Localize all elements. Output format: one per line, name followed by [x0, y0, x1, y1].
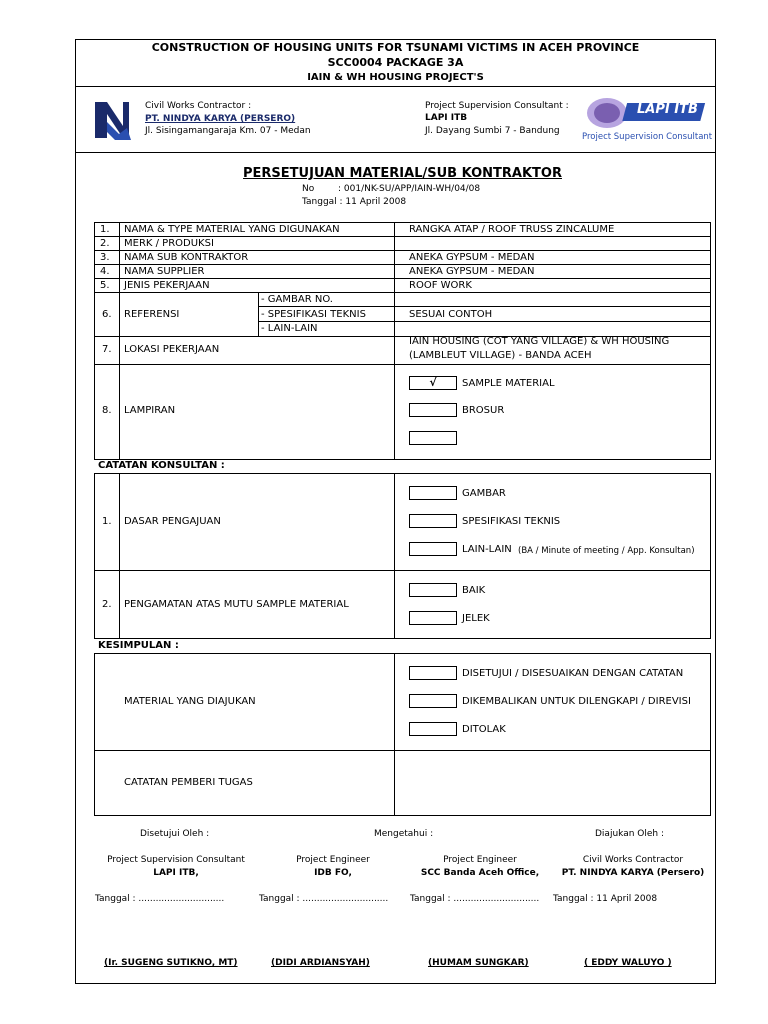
brosur-label: BROSUR	[462, 405, 505, 416]
baik-checkbox[interactable]	[409, 583, 457, 597]
header-title-line2: SCC0004 PACKAGE 3A	[327, 56, 464, 69]
ditolak-label: DITOLAK	[462, 724, 506, 735]
nindya-karya-logo	[93, 98, 133, 142]
consultant-role: Project Supervision Consultant :	[425, 101, 569, 111]
mengetahui: Mengetahui :	[374, 829, 434, 839]
spesifikasi-checkbox[interactable]	[409, 514, 457, 528]
referensi-num: 6.	[102, 309, 112, 320]
disetujui-oleh: Disetujui Oleh :	[140, 829, 210, 839]
pengamatan-num: 2.	[102, 599, 112, 610]
jelek-label: JELEK	[462, 613, 490, 624]
material-diajukan-label: MATERIAL YANG DIAJUKAN	[124, 696, 256, 707]
dikembalikan-label: DIKEMBALIKAN UNTUK DILENGKAPI / DIREVISI	[462, 696, 691, 707]
lampiran-other-checkbox[interactable]	[409, 431, 457, 445]
catatan-heading: CATATAN KONSULTAN :	[98, 460, 225, 471]
sample-material-label: SAMPLE MATERIAL	[462, 378, 555, 389]
doc-date: Tanggal : 11 April 2008	[302, 197, 407, 207]
disetujui-checkbox[interactable]	[409, 666, 457, 680]
brosur-checkbox[interactable]	[409, 403, 457, 417]
consultant-name: LAPI ITB	[425, 113, 468, 123]
lapi-itb-logo: LAPI ITB	[585, 96, 711, 130]
lampiran-label: LAMPIRAN	[124, 405, 176, 416]
lapi-logo-caption: Project Supervision Consultant	[582, 132, 713, 142]
pengamatan-label: PENGAMATAN ATAS MUTU SAMPLE MATERIAL	[124, 599, 349, 610]
header-title-line3: IAIN & WH HOUSING PROJECT'S	[307, 72, 484, 83]
logo-divider	[75, 152, 716, 153]
dasar-label: DASAR PENGAJUAN	[124, 516, 221, 527]
dasar-num: 1.	[102, 516, 112, 527]
document-title: PERSETUJUAN MATERIAL/SUB KONTRAKTOR	[243, 166, 562, 181]
disetujui-label: DISETUJUI / DISESUAIKAN DENGAN CATATAN	[462, 668, 684, 679]
referensi-lain: - LAIN-LAIN	[261, 323, 318, 334]
lain-lain-label: LAIN-LAIN	[462, 544, 512, 555]
catatan-pemberi-tugas-label: CATATAN PEMBERI TUGAS	[124, 777, 253, 788]
gambar-checkbox[interactable]	[409, 486, 457, 500]
lain-lain-note: (BA / Minute of meeting / App. Konsultan)	[518, 546, 695, 556]
sample-material-checkbox[interactable]	[409, 376, 457, 390]
lampiran-num: 8.	[102, 405, 112, 416]
referensi-gambar: - GAMBAR NO.	[261, 294, 333, 305]
baik-label: BAIK	[462, 585, 486, 596]
diajukan-oleh: Diajukan Oleh :	[595, 829, 665, 839]
lokasi-line1: IAIN HOUSING (COT YANG VILLAGE) & WH HOUSING	[409, 336, 670, 347]
lokasi-line2: (LAMBLEUT VILLAGE) - BANDA ACEH	[409, 350, 592, 361]
header-title-line1: CONSTRUCTION OF HOUSING UNITS FOR TSUNAMI VICTIMS IN ACEH PROVINCE	[151, 41, 640, 54]
contractor-address: Jl. Sisingamangaraja Km. 07 - Medan	[145, 126, 311, 136]
contractor-role: Civil Works Contractor :	[145, 101, 252, 111]
lain-lain-checkbox[interactable]	[409, 542, 457, 556]
referensi-spesifikasi: - SPESIFIKASI TEKNIS	[261, 309, 366, 320]
spesifikasi-label: SPESIFIKASI TEKNIS	[462, 516, 561, 527]
contractor-name: PT. NINDYA KARYA (PERSERO)	[145, 114, 296, 124]
lokasi-label: LOKASI PEKERJAAN	[124, 344, 220, 355]
gambar-label: GAMBAR	[462, 488, 506, 499]
jelek-checkbox[interactable]	[409, 611, 457, 625]
referensi-value: SESUAI CONTOH	[409, 309, 493, 320]
doc-no-value: : 001/NK-SU/APP/IAIN-WH/04/08	[338, 184, 481, 194]
referensi-label: REFERENSI	[124, 309, 180, 320]
doc-no-label: No	[302, 184, 315, 194]
consultant-address: Jl. Dayang Sumbi 7 - Bandung	[425, 126, 560, 136]
header-divider	[75, 86, 716, 87]
check-mark-icon: √	[429, 376, 437, 389]
lokasi-num: 7.	[102, 344, 112, 355]
ditolak-checkbox[interactable]	[409, 722, 457, 736]
dikembalikan-checkbox[interactable]	[409, 694, 457, 708]
kesimpulan-heading: KESIMPULAN :	[98, 640, 179, 651]
